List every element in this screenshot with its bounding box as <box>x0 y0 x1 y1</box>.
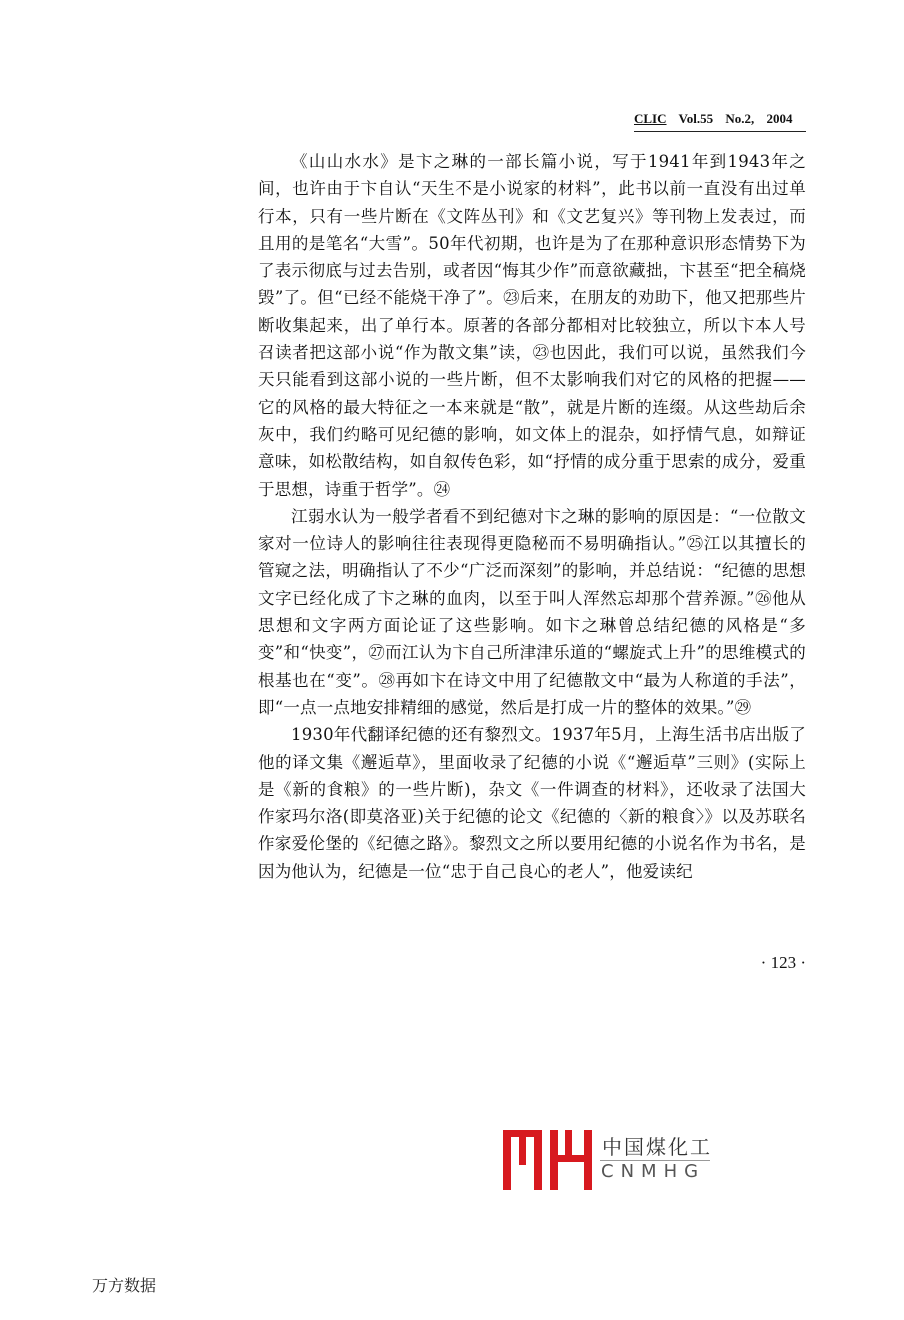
logo-text-en: CNMHG <box>601 1161 706 1182</box>
source-watermark: 万方数据 <box>92 1276 157 1295</box>
paragraph-3: 1930年代翻译纪德的还有黎烈文。1937年5月，上海生活书店出版了他的译文集《邂逅草》，里面收录了纪德的小说《“邂逅草”三则》(实际上是《新的食粮》的一些片断)，杂文《一件调查的材料》，还收录了法国大作家玛尔洛(即莫洛亚)关于纪德的论文《纪德的〈新的粮食〉》以及苏联名作家爱伦堡的《纪德之路》。黎烈文之所以要用纪德的小说名作为书名，是因为他认为，纪德是一位“忠于自己良心的老人”，他爱读纪 <box>258 725 806 881</box>
page-number: · 123 · <box>760 953 806 972</box>
logo-text-cn: 中国煤化工 <box>602 1135 712 1159</box>
article-body <box>258 148 806 885</box>
journal-issue: No.2, <box>725 111 755 126</box>
journal-volume: Vol.55 <box>678 111 714 126</box>
running-header <box>634 111 806 131</box>
journal-abbrev: CLIC <box>634 111 667 126</box>
journal-year: 2004 <box>766 111 793 126</box>
paragraph-1: 《山山水水》是卞之琳的一部长篇小说，写于1941年到1943年之间，也许由于卞自认“天生不是小说家的材料”，此书以前一直没有出过单行本，只有一些片断在《文阵丛刊》和《文艺复兴》等刊物上发表过，而且用的是笔名“大雪”。50年代初期，也许是为了在那种意识形态情势下为了表示彻底与过去告别，或者因“悔其少作”而意欲藏拙，卞甚至“把全稿烧毁”了。但“已经不能烧干净了”。㉓后来，在朋友的劝助下，他又把那些片断收集起来，出了单行本。原著的各部分都相对比较独立，所以卞本人号召读者把这部小说“作为散文集”读，㉓也因此，我们可以说，虽然我们今天只能看到这部小说的一些片断，但不太影响我们对它的风格的把握——它的风格的最大特征之一本来就是“散”，就是片断的连缀。从这些劫后余灰中，我们约略可见纪德的影响，如文体上的混杂，如抒情气息，如辩证意味，如松散结构，如自叙传色彩，如“抒情的成分重于思索的成分，爱重于思想，诗重于哲学”。㉔ <box>258 152 806 499</box>
header-rule <box>634 131 806 132</box>
paragraph-2: 江弱水认为一般学者看不到纪德对卞之琳的影响的原因是：“一位散文家对一位诗人的影响往往表现得更隐秘而不易明确指认。”㉕江以其擅长的管窥之法，明确指认了不少“广泛而深刻”的影响，并总结说：“纪德的思想文字已经化成了卞之琳的血肉，以至于叫人浑然忘却那个营养源。”㉖他从思想和文字两方面论证了这些影响。如卞之琳曾总结纪德的风格是“多变”和“快变”，㉗而江认为卞自己所津津乐道的“螺旋式上升”的思维模式的根基也在“变”。㉘再如卞在诗文中用了纪德散文中“最为人称道的手法”，即“一点一点地安排精细的感觉，然后是打成一片的整体的效果。”㉙ <box>258 506 806 717</box>
